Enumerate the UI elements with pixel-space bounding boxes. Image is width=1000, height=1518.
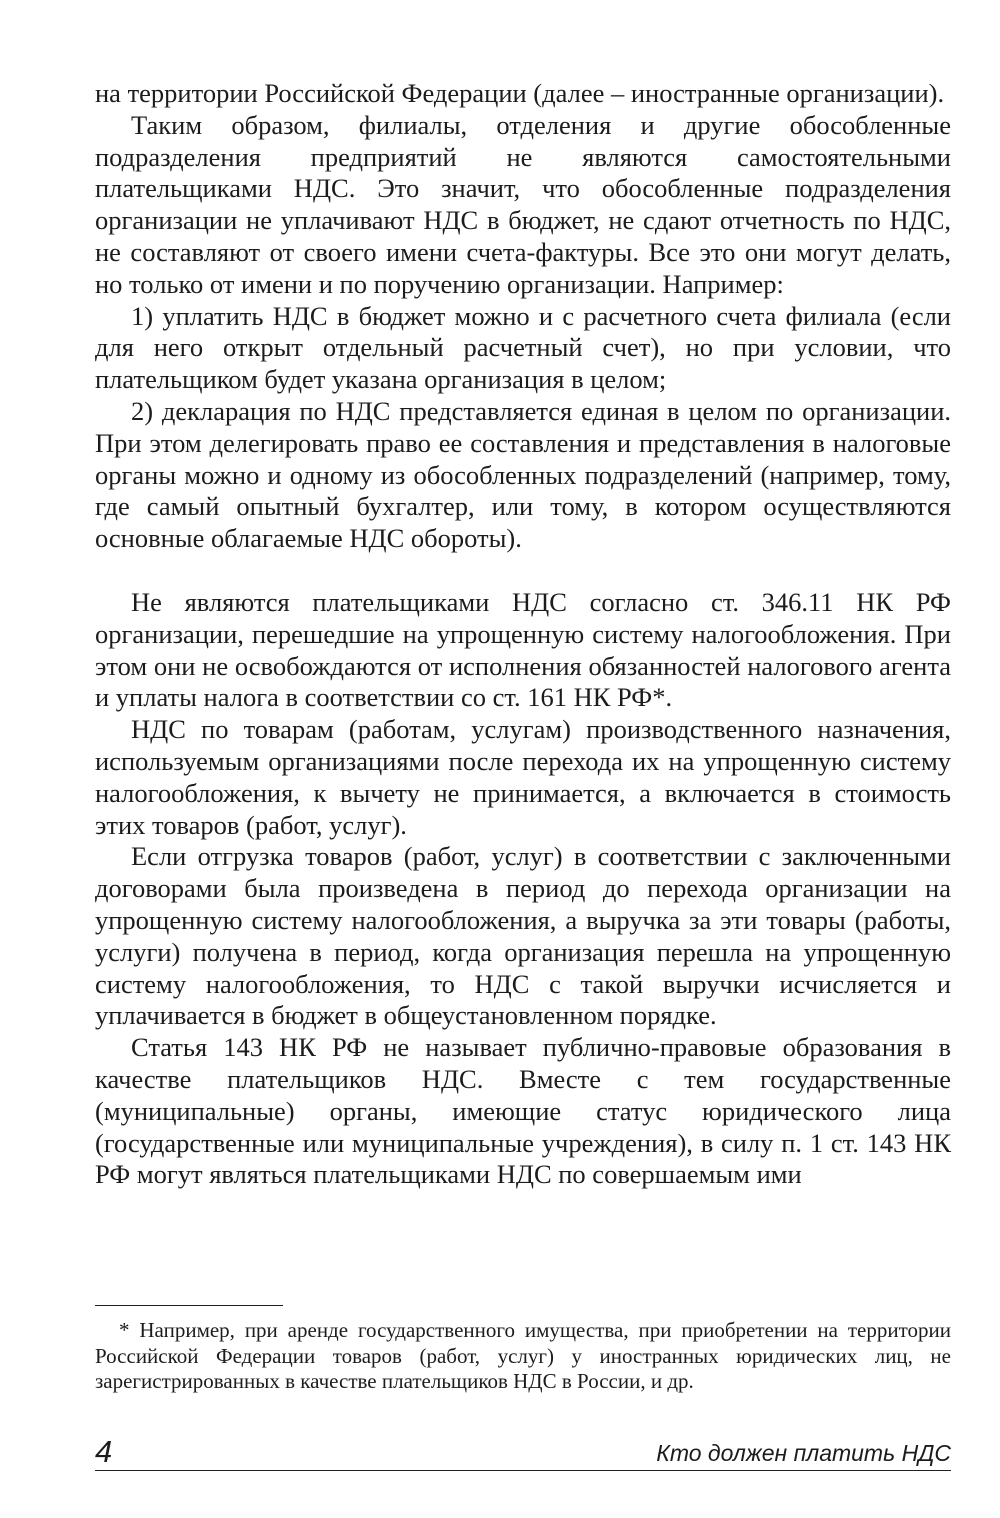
page-number: 4 [95, 1434, 113, 1469]
paragraph-article-143: Статья 143 НК РФ не называет публично-правовые образования в качестве плательщиков НДС. Вместе с тем государственные (муниципальные) органы, имеющие статус юридического лица (государственные или муниципальные учреждения), в силу п. 1 ст. 143 НК РФ могут являться плательщиками НДС по совершаемым ими [95, 1032, 951, 1190]
footnote-divider [95, 1305, 283, 1306]
paragraph-list-item-2: 2) декларация по НДС представляется единая в целом по организации. При этом делегировать право ее составления и представления в налоговые органы можно и одному из обособленных подразделений (например, тому, где самый опытный бухгалтер, или тому, в котором осуществляются основные облагаемые НДС обороты). [95, 395, 951, 554]
paragraph-vat-deduction: НДС по товарам (работам, услугам) производственного назначения, используемым организациями после перехода их на упрощенную систему налогообложения, к вычету не принимается, а включается в стоимость этих товаров (работ, услуг). [95, 714, 951, 840]
page-body [95, 78, 951, 1191]
paragraph-shipment: Если отгрузка товаров (работ, услуг) в соответствии с заключенными договорами была произведена в период до перехода организации на упрощенную систему налогообложения, а выручка за эти товары (работы, услуги) получена в период, когда организация перешла на упрощенную систему налогообложения, то НДС с такой выручки исчисляется и уплачивается в бюджет в общеустановленном порядке. [95, 841, 951, 1031]
footnote: * Например, при аренде государственного имущества, при приобретении на территории Российской Федерации товаров (работ, услуг) у иностранных юридических лиц, не зарегистрированных в качестве плательщиков НДС в России, и др. [95, 1318, 951, 1393]
page-footer [95, 1430, 951, 1471]
running-title: Кто должен платить НДС [656, 1440, 951, 1466]
paragraph-continuation: на территории Российской Федерации (далее – иностранные организации). [95, 78, 945, 108]
section-gap [95, 555, 951, 587]
paragraph-simplified-system: Не являются плательщиками НДС согласно ст. 346.11 НК РФ организации, перешедшие на упрощенную систему налогообложения. При этом они не освобождаются от исполнения обязанностей налогового агента и уплаты налога в соответствии со ст. 161 НК РФ*. [95, 586, 951, 713]
paragraph-list-item-1: 1) уплатить НДС в бюджет можно и с расчетного счета филиала (если для него открыт отдельный расчетный счет), но при условии, что плательщиком будет указана организация в целом; [95, 300, 951, 395]
paragraph-branches: Таким образом, филиалы, отделения и другие обособленные подразделения предприятий не являются самостоятельными плательщиками НДС. Это значит, что обособленные подразделения организации не уплачивают НДС в бюджет, не сдают отчетность по НДС, не составляют от своего имени счета-фактуры. Все это они могут делать, но только от имени и по поручению организации. Например: [95, 109, 951, 299]
